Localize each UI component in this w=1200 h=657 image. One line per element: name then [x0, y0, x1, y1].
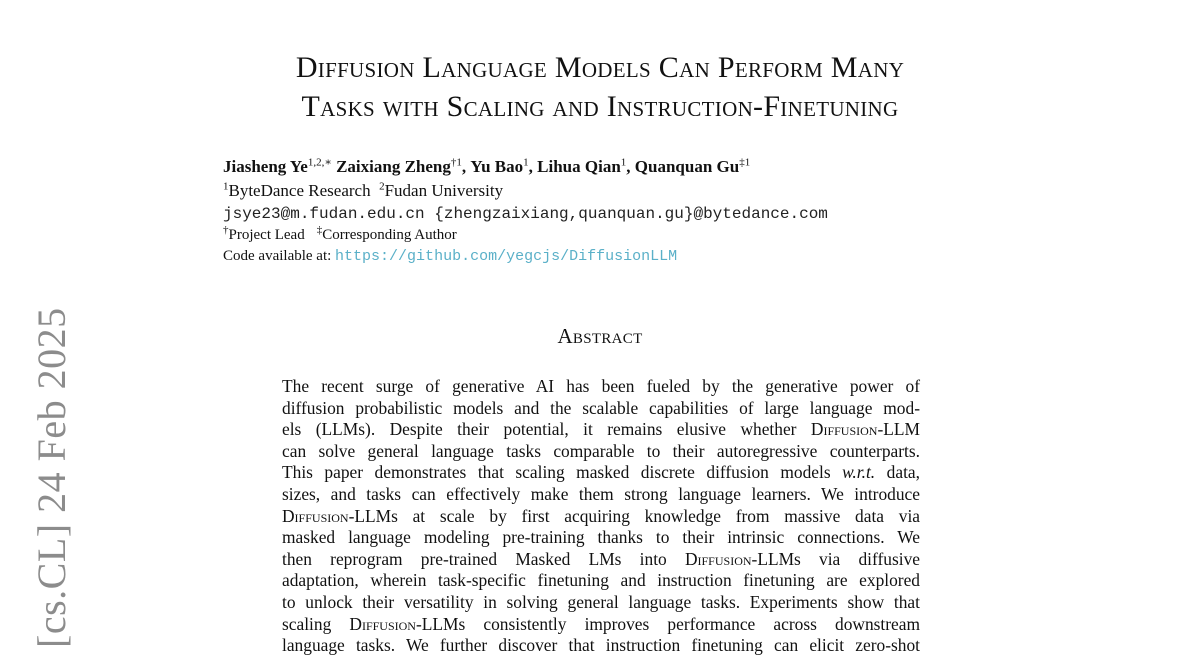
author-name: Lihua Qian: [537, 157, 621, 176]
author-mark: ‡1: [739, 156, 751, 169]
author-notes: [223, 224, 457, 244]
affiliation-name: Fudan University: [384, 181, 504, 200]
author-name: Jiasheng Ye: [223, 157, 308, 176]
abstract-heading: Abstract: [557, 324, 643, 348]
abstract-line: language tasks. We further discover that instruction finetuning can elicit zero-shot: [282, 635, 920, 656]
abstract-line: The recent surge of generative AI has been fueled by the generative power of: [282, 376, 920, 396]
abstract-line: diffusion probabilistic models and the scalable capabilities of large language mod-: [282, 397, 920, 418]
abstract-text: [282, 376, 920, 657]
affiliation-mark: 1: [223, 180, 229, 193]
arxiv-side-stamp: [cs.CL] 24 Feb 2025: [29, 307, 74, 648]
affiliation-name: ByteDance Research: [228, 181, 371, 200]
title-line-2: Tasks with Scaling and Instruction-Finetuning: [301, 90, 899, 123]
author-emails: jsye23@m.fudan.edu.cn {zhengzaixiang,quanquan.gu}@bytedance.com: [223, 205, 828, 223]
note-mark: †: [223, 224, 229, 236]
author-mark: 1,2,: [307, 156, 325, 169]
author-name: Zaixiang Zheng: [336, 157, 451, 176]
note-mark: ‡: [316, 224, 323, 236]
code-label: Code available at:: [223, 248, 332, 264]
abstract-line: els (LLMs). Despite their potential, it remains elusive whether Diffusion-LLM: [282, 419, 920, 440]
author-mark: 1: [620, 156, 627, 169]
code-link[interactable]: https://github.com/yegcjs/DiffusionLLM: [335, 248, 678, 265]
author-mark: †1: [450, 156, 462, 169]
code-availability: [223, 248, 677, 265]
author-mark-extra: ∗: [324, 156, 332, 169]
abstract-line: masked language modeling pre-training thanks to their intrinsic connections. We: [282, 527, 920, 548]
abstract-line: Diffusion-LLMs at scale by first acquiring knowledge from massive data via: [282, 505, 920, 526]
author-name: Quanquan Gu: [634, 157, 740, 176]
abstract-line: then reprogram pre-trained Masked LMs into Diffusion-LLMs via diffusive: [282, 548, 920, 569]
abstract-line: This paper demonstrates that scaling masked discrete diffusion models w.r.t. data,: [282, 462, 920, 483]
abstract-line: scaling Diffusion-LLMs consistently improves performance across downstream: [282, 613, 920, 634]
abstract-line: can solve general language tasks comparable to their autoregressive counterparts.: [282, 440, 920, 461]
affiliation-mark: 2: [379, 180, 385, 193]
abstract-line: to unlock their versatility in solving general language tasks. Experiments show that: [282, 591, 920, 612]
affiliations: [223, 181, 503, 201]
title-line-1: Diffusion Language Models Can Perform Many: [295, 51, 905, 84]
note-text: Corresponding Author: [322, 227, 457, 243]
note-text: Project Lead: [228, 227, 305, 243]
abstract-line: adaptation, wherein task-specific finetuning and instruction finetuning are explored: [282, 570, 920, 591]
author-list: Jiasheng $Ye^{1,2,∗}$ Zaixiang Zheng$^{\dagger 1}$, Yu Bao$^1$, Lihua Qian$^1$, Quanquan Gu$^{\ddagger 1}$: [223, 156, 751, 176]
author-mark: 1: [523, 156, 529, 169]
paper-title: [200, 48, 1000, 126]
author-name: Yu Bao: [470, 157, 524, 176]
abstract-line: sizes, and tasks can effectively make them strong language learners. We introduce: [282, 483, 920, 504]
